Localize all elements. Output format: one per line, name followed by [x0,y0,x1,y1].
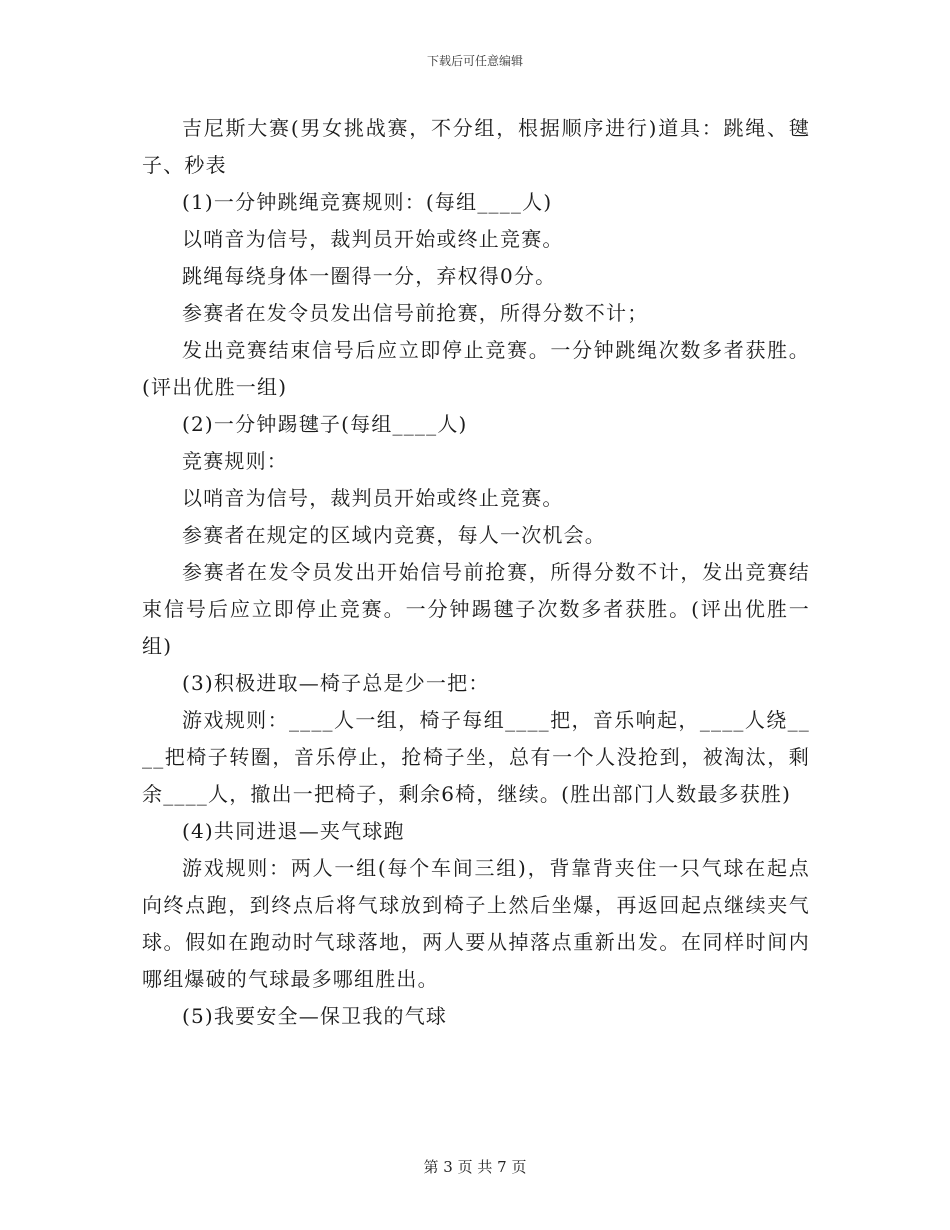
paragraph-rule: 以哨音为信号，裁判员开始或终止竞赛。 [182,486,564,510]
document-body [142,110,810,1035]
paragraph-section-5-title: (5)我要安全—保卫我的气球 [182,1004,448,1028]
paragraph-section-1-title: (1)一分钟跳绳竞赛规则：(每组____人) [182,190,553,214]
paragraph-rule: 跳绳每绕身体一圈得一分，弃权得0分。 [182,264,557,288]
paragraph-rule: 游戏规则：两人一组(每个车间三组)，背靠背夹住一只气球在起点向终点跑，到终点后将气球放到椅子上然后坐爆，再返回起点继续夹气球。假如在跑动时气球落地，两人要从掉落点重新出发。在同样时间内哪组爆破的气球最多哪组胜出。 [142,856,810,991]
paragraph-rule: 参赛者在规定的区域内竞赛，每人一次机会。 [182,523,606,547]
paragraph-rule: 游戏规则：____人一组，椅子每组____把，音乐响起，____人绕____把椅子转圈，音乐停止，抢椅子坐，总有一个人没抢到，被淘汰，剩余____人，撤出一把椅子，剩余6椅，继续。(胜出部门人数最多获胜) [142,708,810,806]
paragraph-intro: 吉尼斯大赛(男女挑战赛，不分组，根据顺序进行)道具：跳绳、毽子、秒表 [142,116,810,177]
page-footer: 第 3 页 共 7 页 [423,1158,527,1176]
paragraph-rule: 以哨音为信号，裁判员开始或终止竞赛。 [182,227,564,251]
paragraph-rule: 发出竞赛结束信号后应立即停止竞赛。一分钟跳绳次数多者获胜。(评出优胜一组) [142,338,810,399]
paragraph-section-4-title: (4)共同进退—夹气球跑 [182,819,405,843]
paragraph-rule: 参赛者在发令员发出开始信号前抢赛，所得分数不计，发出竞赛结束信号后应立即停止竞赛。一分钟踢毽子次数多者获胜。(评出优胜一组) [142,560,810,658]
page-header: 下载后可任意编辑 [426,54,523,68]
paragraph-rule: 参赛者在发令员发出信号前抢赛，所得分数不计； [182,301,649,325]
paragraph-section-3-title: (3)积极进取—椅子总是少一把： [182,671,490,695]
paragraph-section-2-title: (2)一分钟踢毽子(每组____人) [182,412,468,436]
paragraph-rule: 竞赛规则： [182,449,288,473]
